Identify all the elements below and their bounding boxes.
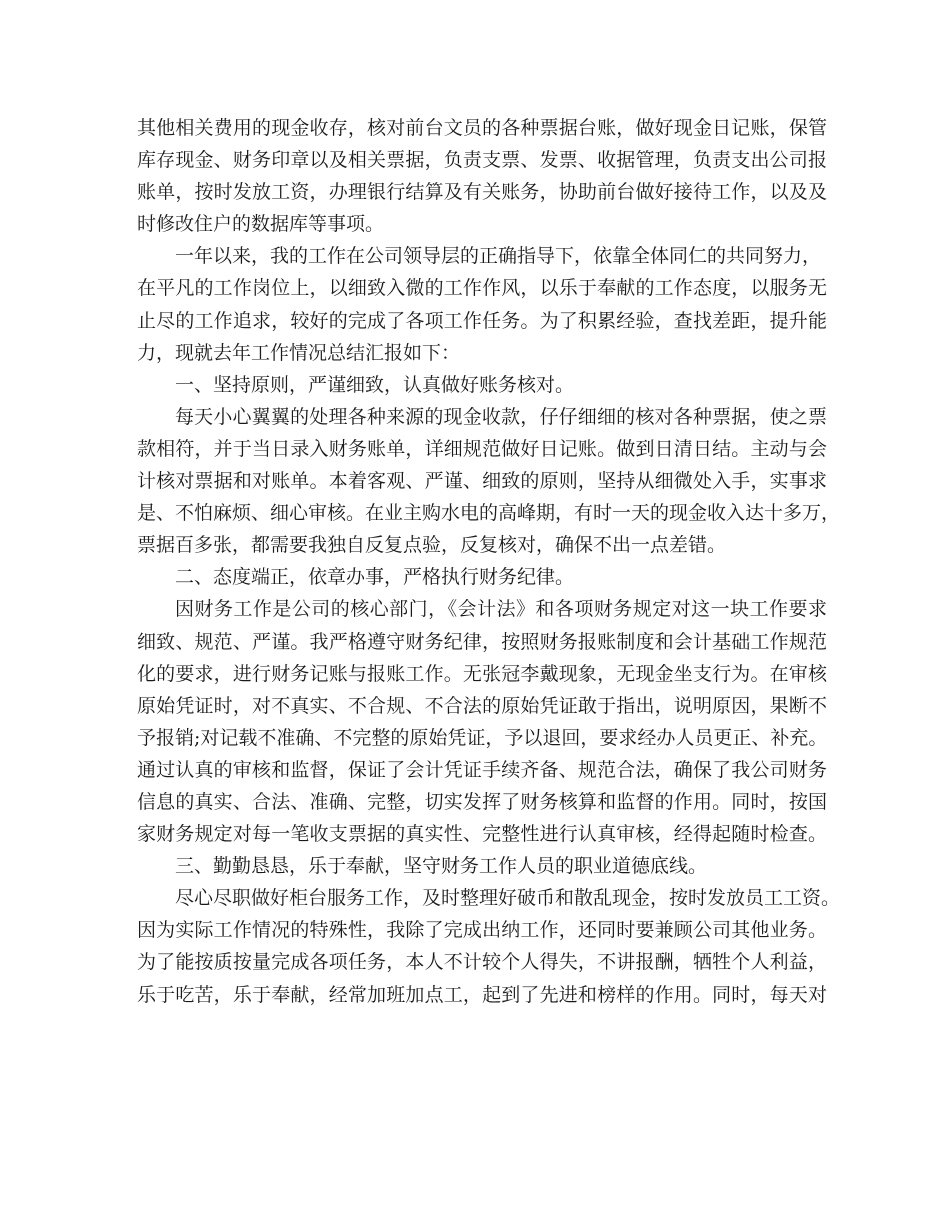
text-line: 在平凡的工作岗位上，以细致入微的工作作风，以乐于奉献的工作态度，以服务无	[137, 277, 827, 300]
text-line: 予报销;对记载不准确、不完整的原始凭证，予以退回，要求经办人员更正、补充。	[137, 726, 828, 749]
text-line: 账单，按时发放工资，办理银行结算及有关账务，协助前台做好接待工作，以及及	[137, 181, 827, 204]
text-line: 家财务规定对每一笔收支票据的真实性、完整性进行认真审核，经得起随时检查。	[137, 823, 827, 846]
text-line: 计核对票据和对账单。本着客观、严谨、细致的原则，坚持从细微处入手，实事求	[137, 470, 827, 493]
document-body	[137, 112, 841, 1011]
text-line: 力，现就去年工作情况总结汇报如下：	[137, 341, 461, 364]
text-line: 尽心尽职做好柜台服务工作，及时整理好破币和散乱现金，按时发放员工工资。	[175, 887, 841, 910]
text-line: 一年以来，我的工作在公司领导层的正确指导下，依靠全体同仁的共同努力，	[175, 245, 822, 268]
text-line: 是、不怕麻烦、细心审核。在业主购水电的高峰期，有时一天的现金收入达十多万，	[137, 502, 841, 525]
text-line: 每天小心翼翼的处理各种来源的现金收款，仔仔细细的核对各种票据，使之票	[175, 405, 827, 428]
text-line: 原始凭证时，对不真实、不合规、不合法的原始凭证敢于指出，说明原因，果断不	[137, 694, 827, 717]
text-line: 为了能按质按量完成各项任务，本人不计较个人得失，不讲报酬，牺牲个人利益，	[137, 951, 827, 974]
text-line: 乐于吃苦，乐于奉献，经常加班加点工，起到了先进和榜样的作用。同时，每天对	[137, 983, 827, 1006]
text-line: 款相符，并于当日录入财务账单，详细规范做好日记账。做到日清日结。主动与会	[137, 437, 827, 460]
text-line: 三、勤勤恳恳，乐于奉献，坚守财务工作人员的职业道德底线。	[175, 855, 708, 878]
text-line: 其他相关费用的现金收存，核对前台文员的各种票据台账，做好现金日记账，保管	[137, 117, 827, 139]
text-line: 二、态度端正，依章办事，严格执行财务纪律。	[175, 566, 575, 589]
text-line: 一、坚持原则，严谨细致，认真做好账务核对。	[175, 373, 575, 396]
text-line: 库存现金、财务印章以及相关票据，负责支票、发票、收据管理，负责支出公司报	[137, 149, 827, 172]
text-line: 因为实际工作情况的特殊性，我除了完成出纳工作，还同时要兼顾公司其他业务。	[137, 919, 827, 942]
text-line: 细致、规范、严谨。我严格遵守财务纪律，按照财务报账制度和会计基础工作规范	[137, 630, 827, 653]
text-line: 信息的真实、合法、准确、完整，切实发挥了财务核算和监督的作用。同时，按国	[137, 790, 827, 813]
text-line: 因财务工作是公司的核心部门，《会计法》和各项财务规定对这一块工作要求	[175, 598, 827, 621]
text-line: 时修改住户的数据库等事项。	[137, 213, 385, 236]
text-line: 化的要求，进行财务记账与报账工作。无张冠李戴现象，无现金坐支行为。在审核	[137, 662, 827, 685]
text-line: 票据百多张，都需要我独自反复点验，反复核对，确保不出一点差错。	[137, 534, 727, 557]
text-line: 通过认真的审核和监督，保证了会计凭证手续齐备、规范合法，确保了我公司财务	[137, 758, 827, 781]
text-line: 止尽的工作追求，较好的完成了各项工作任务。为了积累经验，查找差距，提升能	[137, 309, 827, 332]
